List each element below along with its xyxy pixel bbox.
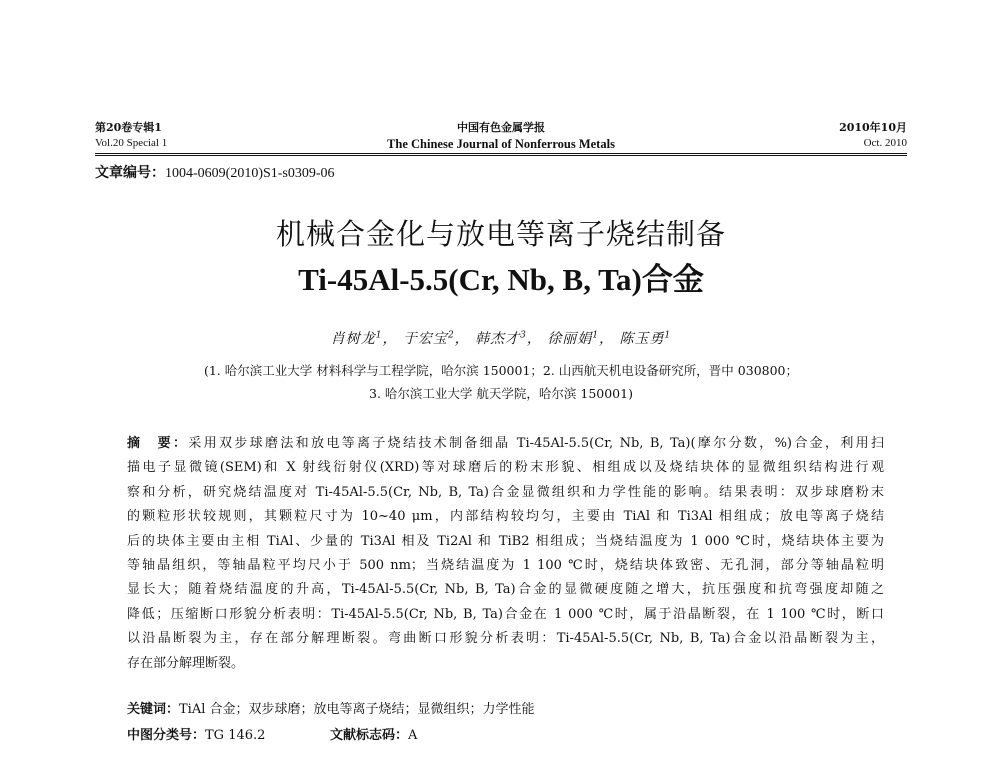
affiliation-line-2: 3. 哈尔滨工业大学 航天学院，哈尔滨 150001): [369, 386, 633, 401]
abstract-line: [127, 432, 884, 456]
abstract-line: 察和分析，研究烧结温度对 Ti-45Al-5.5(Cr, Nb, B, Ta)合金显微组织和力学性能的影响。结果表明：双步球磨粉末: [127, 484, 884, 500]
journal-name-en: The Chinese Journal of Nonferrous Metals: [387, 137, 615, 151]
journal-name-cn: 中国有色金属学报: [457, 121, 545, 134]
author-name: 于宏宝: [402, 331, 448, 347]
author-affiliation-mark: 1: [592, 330, 600, 341]
abstract-line: 等轴晶组织，等轴晶粒平均尺小于 500 nm；当烧结温度为 1 100 ℃时，烧结块体致密、无孔洞，部分等轴晶粒明: [127, 557, 884, 573]
title-line-2: Ti-45Al-5.5(Cr, Nb, B, Ta)合金: [298, 262, 704, 297]
volume-issue-cn: 第20卷专辑1: [95, 121, 162, 134]
classification-label: 中图分类号：: [127, 728, 206, 743]
abstract-label: 摘 要：: [127, 436, 189, 451]
header-rule: [95, 153, 907, 154]
author-affiliation-mark: 1: [664, 330, 672, 341]
author-affiliation-mark: 1: [375, 330, 383, 341]
abstract-line: 存在部分解理断裂。: [127, 655, 245, 671]
abstract-line: 的颗粒形状较规则，其颗粒尺寸为 10~40 μm，内部结构较均匀，主要由 TiAl 和 Ti3Al 相组成；放电等离子烧结: [127, 509, 884, 525]
abstract: [127, 432, 884, 676]
abstract-line: 以沿晶断裂为主，存在部分解理断裂。弯曲断口形貌分析表明：Ti-45Al-5.5(Cr, Nb, B, Ta)合金以沿晶断裂为主，: [127, 631, 884, 647]
issue-date-cn: 2010年10月: [839, 121, 907, 134]
abstract-text: 采用双步球磨法和放电等离子烧结技术制备细晶 Ti-45Al-5.5(Cr, Nb, B, Ta)(摩尔分数，%)合金，利用扫: [188, 436, 884, 451]
author-name: 韩杰才: [475, 331, 521, 347]
abstract-line: 显长大；随着烧结温度的升高，Ti-45Al-5.5(Cr, Nb, B, Ta)合金的显微硬度随之增大，抗压强度和抗弯强度却随之: [127, 582, 884, 598]
title-line-1: 机械合金化与放电等离子烧结制备: [275, 217, 726, 251]
document-code-value: A: [408, 728, 418, 743]
article-number: [95, 162, 335, 182]
keywords-label: 关键词：: [127, 702, 180, 717]
document-code-label: 文献标志码：: [330, 728, 409, 743]
article-number-value: 1004-0609(2010)S1-s0309-06: [165, 166, 335, 181]
author-name: 徐丽娟: [547, 331, 593, 347]
author-affiliation-mark: 2: [447, 330, 455, 341]
abstract-line: 描电子显微镜(SEM)和 X 射线衍射仪(XRD)等对球磨后的粉末形貌、相组成以及烧结块体的显微组织结构进行观: [127, 460, 884, 476]
keywords-value: TiAl 合金；双步球磨；放电等离子烧结；显微组织；力学性能: [179, 702, 535, 717]
affiliation-line-1: (1. 哈尔滨工业大学 材料科学与工程学院，哈尔滨 150001；2. 山西航天机电设备研究所，晋中 030800；: [203, 363, 799, 378]
classification-number: [127, 724, 265, 743]
author-affiliation-mark: 3: [520, 330, 527, 341]
document-code: [330, 724, 417, 743]
volume-issue-en: Vol.20 Special 1: [95, 137, 168, 149]
abstract-line: 后的块体主要由主相 TiAl、少量的 Ti3Al 相及 Ti2Al 和 TiB2 相组成；当烧结温度为 1 000 ℃时，烧结块体主要为: [127, 533, 884, 549]
article-number-label: 文章编号：: [95, 165, 165, 181]
keywords: [127, 698, 535, 717]
header-rule-double: [95, 155, 907, 156]
abstract-line: 降低；压缩断口形貌分析表明：Ti-45Al-5.5(Cr, Nb, B, Ta)合金在 1 000 ℃时，属于沿晶断裂，在 1 100 ℃时，断口: [127, 606, 884, 622]
issue-date-en: Oct. 2010: [863, 137, 907, 149]
author-name: 肖树龙: [330, 331, 376, 347]
classification-value: TG 146.2: [205, 728, 266, 743]
author-list: 肖树龙$^1$， 于宏宝$^2$， 韩杰才$^3$， 徐丽娟$^1$， 陈玉勇$^1$: [330, 330, 672, 347]
author-name: 陈玉勇: [619, 331, 665, 347]
